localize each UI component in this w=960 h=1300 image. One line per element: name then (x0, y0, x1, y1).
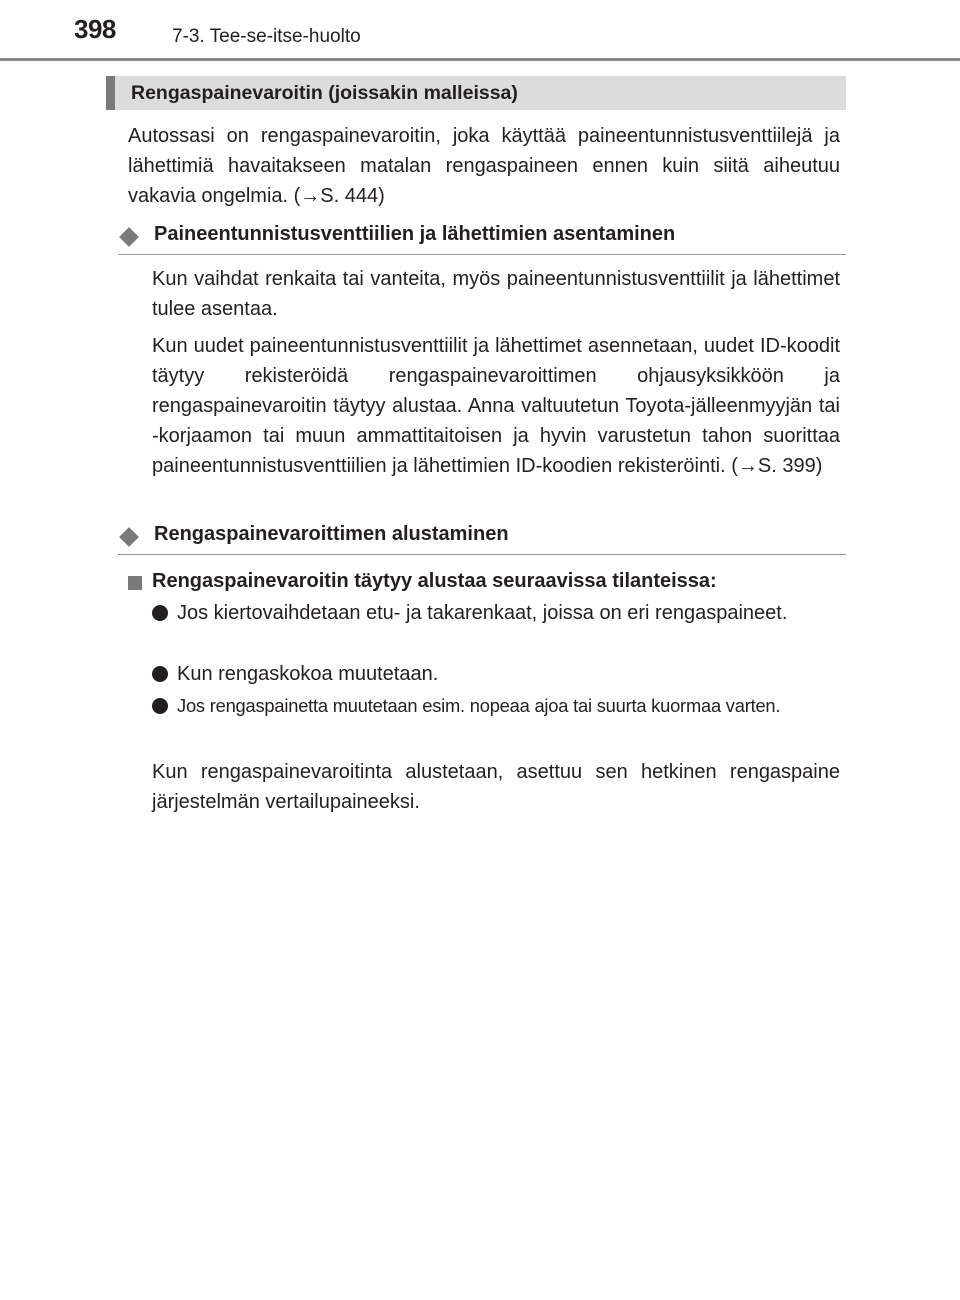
installation-paragraph-1: Kun vaihdat renkaita tai vanteita, myös paineentunnistusventtiilit ja lähettimet tulee asentaa. (152, 268, 840, 320)
diamond-icon (119, 227, 139, 247)
square-bullet-icon (128, 576, 142, 590)
subheading-initialization-label: Rengaspainevaroittimen alustaminen (154, 523, 509, 545)
bullet-dot-icon (152, 605, 168, 621)
chapter-title: 7-3. Tee-se-itse-huolto (172, 26, 361, 47)
list-item-text: Kun rengaskokoa muutetaan. (177, 663, 439, 685)
header-divider (0, 58, 960, 61)
subheading-installation (118, 223, 846, 255)
installation-paragraph-2: Kun uudet paineentunnistusventtiilit ja lähettimet asennetaan, uudet ID-koodit täytyy rekisteröidä rengaspainevaroittimen ohjausyksikköön ja rengaspainevaroitin täytyy alustaa. Anna valtuutetun Toyota-jälleenmyyjän tai -korjaamon tai muun ammattitaitoisen ja hyvin varustetun tahon suorittaa paineentunnistusventtiilien ja lähettimien ID-koodien rekisteröinti. (→S. 399) (152, 335, 840, 477)
closing-paragraph: Kun rengaspainevaroitinta alustetaan, asettuu sen hetkinen rengaspaine järjestelmän vertailupaineeksi. (152, 761, 840, 813)
list-item (152, 659, 840, 689)
bullet-dot-icon (152, 698, 168, 714)
section-heading-bar (106, 76, 846, 110)
list-item (152, 691, 840, 721)
list-item (152, 598, 840, 628)
subheading-initialization (118, 523, 846, 555)
section-title: Rengaspainevaroitin (joissakin malleissa) (131, 82, 518, 104)
list-item-text: Jos kiertovaihdetaan etu- ja takarenkaat, joissa on eri rengaspaineet. (177, 602, 788, 624)
diamond-icon (119, 527, 139, 547)
page-number: 398 (74, 14, 116, 44)
subheading-installation-label: Paineentunnistusventtiilien ja lähettimien asentaminen (154, 223, 676, 245)
bullet-dot-icon (152, 666, 168, 682)
intro-paragraph: Autossasi on rengaspainevaroitin, joka käyttää paineentunnistusventtiilejä ja lähettimiä havaitakseen matalan rengaspaineen ennen kuin siitä aiheutuu vakavia ongelmia. (→S. 444) (128, 125, 840, 207)
list-item-text: Jos rengaspainetta muutetaan esim. nopeaa ajoa tai suurta kuormaa varten. (177, 695, 781, 716)
conditions-heading-label: Rengaspainevaroitin täytyy alustaa seuraavissa tilanteissa: (152, 570, 717, 592)
